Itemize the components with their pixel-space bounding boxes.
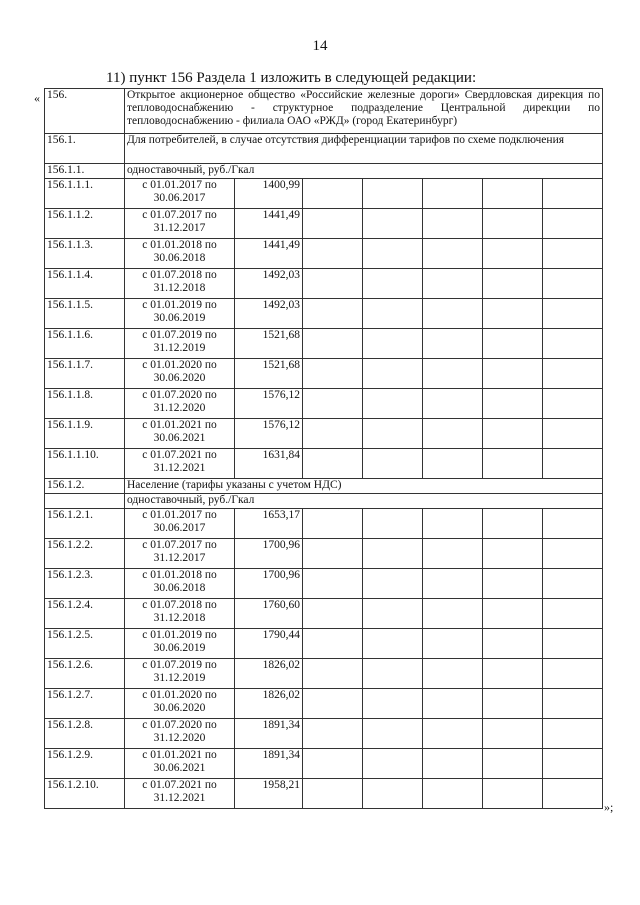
tariff-value: 1521,68 bbox=[235, 329, 303, 359]
empty-cell bbox=[303, 509, 363, 539]
empty-cell bbox=[543, 779, 603, 809]
tariff-row bbox=[45, 419, 603, 449]
empty-cell bbox=[303, 689, 363, 719]
empty-cell bbox=[303, 449, 363, 479]
empty-cell bbox=[363, 239, 423, 269]
section-code: 156.1. bbox=[45, 134, 125, 164]
empty-cell bbox=[423, 659, 483, 689]
tariff-code: 156.1.1.5. bbox=[45, 299, 125, 329]
tariff-row bbox=[45, 239, 603, 269]
empty-cell bbox=[423, 569, 483, 599]
empty-cell bbox=[543, 449, 603, 479]
tariff-code: 156.1.1.9. bbox=[45, 419, 125, 449]
tariff-value: 1891,34 bbox=[235, 749, 303, 779]
empty-cell bbox=[483, 779, 543, 809]
tariff-row bbox=[45, 779, 603, 809]
empty-cell bbox=[303, 719, 363, 749]
tariff-row bbox=[45, 569, 603, 599]
empty-cell bbox=[363, 689, 423, 719]
empty-cell bbox=[543, 659, 603, 689]
empty-cell bbox=[543, 179, 603, 209]
section-row bbox=[45, 479, 603, 494]
tariff-table-body bbox=[45, 89, 603, 809]
tariff-value: 1400,99 bbox=[235, 179, 303, 209]
tariff-value: 1700,96 bbox=[235, 539, 303, 569]
tariff-code: 156.1.1.10. bbox=[45, 449, 125, 479]
tariff-value: 1891,34 bbox=[235, 719, 303, 749]
empty-cell bbox=[423, 719, 483, 749]
empty-cell bbox=[483, 359, 543, 389]
tariff-value: 1631,84 bbox=[235, 449, 303, 479]
tariff-code: 156.1.1.8. bbox=[45, 389, 125, 419]
empty-cell bbox=[543, 689, 603, 719]
empty-cell bbox=[303, 239, 363, 269]
organization-name: Открытое акционерное общество «Российские железные дороги» Свердловская дирекция по тепловодоснабжению - структурное подразделение Центральной дирекции по тепловодоснабжению - филиала ОАО «РЖД» (город Екатеринбург) bbox=[125, 89, 603, 134]
section-row bbox=[45, 134, 603, 164]
tariff-value: 1653,17 bbox=[235, 509, 303, 539]
empty-cell bbox=[543, 599, 603, 629]
tariff-period: с 01.01.2021 по 30.06.2021 bbox=[125, 419, 235, 449]
empty-cell bbox=[303, 749, 363, 779]
empty-cell bbox=[423, 599, 483, 629]
tariff-code: 156.1.2.9. bbox=[45, 749, 125, 779]
empty-cell bbox=[363, 719, 423, 749]
empty-cell bbox=[543, 539, 603, 569]
empty-cell bbox=[483, 239, 543, 269]
subsection-row bbox=[45, 164, 603, 179]
tariff-period: с 01.07.2018 по 31.12.2018 bbox=[125, 269, 235, 299]
empty-cell bbox=[363, 629, 423, 659]
subsection-code bbox=[45, 494, 125, 509]
empty-cell bbox=[363, 749, 423, 779]
subsection-code: 156.1.1. bbox=[45, 164, 125, 179]
empty-cell bbox=[423, 629, 483, 659]
tariff-value: 1760,60 bbox=[235, 599, 303, 629]
tariff-row bbox=[45, 269, 603, 299]
tariff-value: 1492,03 bbox=[235, 269, 303, 299]
tariff-code: 156.1.1.2. bbox=[45, 209, 125, 239]
tariff-period: с 01.01.2018 по 30.06.2018 bbox=[125, 569, 235, 599]
subsection-title: одноставочный, руб./Гкал bbox=[125, 164, 603, 179]
empty-cell bbox=[543, 749, 603, 779]
empty-cell bbox=[543, 389, 603, 419]
empty-cell bbox=[363, 569, 423, 599]
empty-cell bbox=[423, 539, 483, 569]
tariff-period: с 01.07.2021 по 31.12.2021 bbox=[125, 449, 235, 479]
empty-cell bbox=[423, 419, 483, 449]
tariff-period: с 01.07.2017 по 31.12.2017 bbox=[125, 539, 235, 569]
section-title: Для потребителей, в случае отсутствия дифференциации тарифов по схеме подключения bbox=[125, 134, 603, 164]
empty-cell bbox=[303, 539, 363, 569]
tariff-row bbox=[45, 599, 603, 629]
empty-cell bbox=[423, 779, 483, 809]
tariff-period: с 01.01.2018 по 30.06.2018 bbox=[125, 239, 235, 269]
empty-cell bbox=[483, 509, 543, 539]
empty-cell bbox=[483, 659, 543, 689]
subsection-title: одноставочный, руб./Гкал bbox=[125, 494, 603, 509]
empty-cell bbox=[423, 509, 483, 539]
tariff-period: с 01.07.2019 по 31.12.2019 bbox=[125, 329, 235, 359]
tariff-code: 156.1.2.1. bbox=[45, 509, 125, 539]
empty-cell bbox=[483, 209, 543, 239]
opening-quote: « bbox=[34, 91, 40, 105]
tariff-row bbox=[45, 359, 603, 389]
tariff-value: 1576,12 bbox=[235, 389, 303, 419]
empty-cell bbox=[303, 659, 363, 689]
tariff-code: 156.1.2.4. bbox=[45, 599, 125, 629]
organization-code: 156. bbox=[45, 89, 125, 134]
empty-cell bbox=[483, 329, 543, 359]
empty-cell bbox=[423, 299, 483, 329]
empty-cell bbox=[483, 569, 543, 599]
tariff-period: с 01.07.2020 по 31.12.2020 bbox=[125, 389, 235, 419]
tariff-row bbox=[45, 509, 603, 539]
empty-cell bbox=[303, 329, 363, 359]
empty-cell bbox=[483, 449, 543, 479]
empty-cell bbox=[363, 269, 423, 299]
tariff-row bbox=[45, 329, 603, 359]
empty-cell bbox=[303, 779, 363, 809]
tariff-row bbox=[45, 179, 603, 209]
tariff-code: 156.1.2.2. bbox=[45, 539, 125, 569]
empty-cell bbox=[363, 419, 423, 449]
subsection-row bbox=[45, 494, 603, 509]
empty-cell bbox=[483, 179, 543, 209]
tariff-row bbox=[45, 629, 603, 659]
tariff-value: 1790,44 bbox=[235, 629, 303, 659]
tariff-period: с 01.07.2018 по 31.12.2018 bbox=[125, 599, 235, 629]
tariff-row bbox=[45, 749, 603, 779]
tariff-code: 156.1.1.4. bbox=[45, 269, 125, 299]
empty-cell bbox=[483, 689, 543, 719]
empty-cell bbox=[363, 329, 423, 359]
empty-cell bbox=[483, 389, 543, 419]
section-title: Население (тарифы указаны с учетом НДС) bbox=[125, 479, 603, 494]
section-code: 156.1.2. bbox=[45, 479, 125, 494]
empty-cell bbox=[303, 569, 363, 599]
organization-row bbox=[45, 89, 603, 134]
tariff-period: с 01.01.2017 по 30.06.2017 bbox=[125, 509, 235, 539]
tariff-code: 156.1.1.6. bbox=[45, 329, 125, 359]
empty-cell bbox=[483, 269, 543, 299]
tariff-period: с 01.01.2020 по 30.06.2020 bbox=[125, 359, 235, 389]
tariff-period: с 01.01.2017 по 30.06.2017 bbox=[125, 179, 235, 209]
tariff-period: с 01.07.2017 по 31.12.2017 bbox=[125, 209, 235, 239]
empty-cell bbox=[423, 749, 483, 779]
empty-cell bbox=[483, 299, 543, 329]
empty-cell bbox=[423, 329, 483, 359]
empty-cell bbox=[363, 449, 423, 479]
tariff-code: 156.1.2.5. bbox=[45, 629, 125, 659]
empty-cell bbox=[303, 629, 363, 659]
empty-cell bbox=[423, 389, 483, 419]
empty-cell bbox=[483, 419, 543, 449]
tariff-period: с 01.01.2019 по 30.06.2019 bbox=[125, 299, 235, 329]
tariff-value: 1441,49 bbox=[235, 209, 303, 239]
closing-quote: »; bbox=[604, 800, 614, 814]
tariff-row bbox=[45, 209, 603, 239]
empty-cell bbox=[543, 629, 603, 659]
empty-cell bbox=[303, 299, 363, 329]
empty-cell bbox=[363, 389, 423, 419]
empty-cell bbox=[363, 509, 423, 539]
tariff-value: 1826,02 bbox=[235, 689, 303, 719]
tariff-period: с 01.01.2021 по 30.06.2021 bbox=[125, 749, 235, 779]
empty-cell bbox=[483, 749, 543, 779]
empty-cell bbox=[543, 719, 603, 749]
empty-cell bbox=[423, 359, 483, 389]
empty-cell bbox=[303, 389, 363, 419]
empty-cell bbox=[543, 329, 603, 359]
empty-cell bbox=[423, 449, 483, 479]
empty-cell bbox=[543, 419, 603, 449]
page-number: 14 bbox=[312, 38, 328, 54]
empty-cell bbox=[543, 269, 603, 299]
empty-cell bbox=[363, 539, 423, 569]
empty-cell bbox=[543, 569, 603, 599]
tariff-row bbox=[45, 389, 603, 419]
tariff-period: с 01.01.2020 по 30.06.2020 bbox=[125, 689, 235, 719]
tariff-row bbox=[45, 689, 603, 719]
tariff-period: с 01.07.2021 по 31.12.2021 bbox=[125, 779, 235, 809]
amendment-heading: 11) пункт 156 Раздела 1 изложить в следующей редакции: bbox=[106, 70, 477, 86]
tariff-row bbox=[45, 659, 603, 689]
empty-cell bbox=[303, 179, 363, 209]
empty-cell bbox=[303, 209, 363, 239]
tariff-code: 156.1.1.7. bbox=[45, 359, 125, 389]
tariff-row bbox=[45, 719, 603, 749]
tariff-row bbox=[45, 299, 603, 329]
tariff-row bbox=[45, 539, 603, 569]
tariff-table bbox=[44, 88, 603, 809]
empty-cell bbox=[423, 689, 483, 719]
tariff-code: 156.1.2.8. bbox=[45, 719, 125, 749]
tariff-code: 156.1.2.10. bbox=[45, 779, 125, 809]
empty-cell bbox=[363, 599, 423, 629]
empty-cell bbox=[483, 629, 543, 659]
empty-cell bbox=[303, 359, 363, 389]
tariff-code: 156.1.1.1. bbox=[45, 179, 125, 209]
empty-cell bbox=[423, 179, 483, 209]
empty-cell bbox=[543, 299, 603, 329]
empty-cell bbox=[543, 239, 603, 269]
tariff-code: 156.1.2.6. bbox=[45, 659, 125, 689]
empty-cell bbox=[483, 539, 543, 569]
tariff-value: 1576,12 bbox=[235, 419, 303, 449]
empty-cell bbox=[483, 719, 543, 749]
empty-cell bbox=[303, 269, 363, 299]
empty-cell bbox=[363, 179, 423, 209]
empty-cell bbox=[363, 779, 423, 809]
tariff-value: 1521,68 bbox=[235, 359, 303, 389]
empty-cell bbox=[303, 419, 363, 449]
empty-cell bbox=[423, 209, 483, 239]
tariff-code: 156.1.2.7. bbox=[45, 689, 125, 719]
empty-cell bbox=[363, 359, 423, 389]
empty-cell bbox=[483, 599, 543, 629]
tariff-value: 1958,21 bbox=[235, 779, 303, 809]
empty-cell bbox=[543, 359, 603, 389]
empty-cell bbox=[363, 299, 423, 329]
tariff-period: с 01.07.2019 по 31.12.2019 bbox=[125, 659, 235, 689]
empty-cell bbox=[303, 599, 363, 629]
tariff-value: 1492,03 bbox=[235, 299, 303, 329]
tariff-value: 1826,02 bbox=[235, 659, 303, 689]
empty-cell bbox=[543, 509, 603, 539]
tariff-period: с 01.07.2020 по 31.12.2020 bbox=[125, 719, 235, 749]
empty-cell bbox=[423, 269, 483, 299]
empty-cell bbox=[543, 209, 603, 239]
tariff-row bbox=[45, 449, 603, 479]
empty-cell bbox=[423, 239, 483, 269]
tariff-value: 1441,49 bbox=[235, 239, 303, 269]
empty-cell bbox=[363, 659, 423, 689]
tariff-value: 1700,96 bbox=[235, 569, 303, 599]
empty-cell bbox=[363, 209, 423, 239]
tariff-code: 156.1.2.3. bbox=[45, 569, 125, 599]
tariff-code: 156.1.1.3. bbox=[45, 239, 125, 269]
tariff-period: с 01.01.2019 по 30.06.2019 bbox=[125, 629, 235, 659]
